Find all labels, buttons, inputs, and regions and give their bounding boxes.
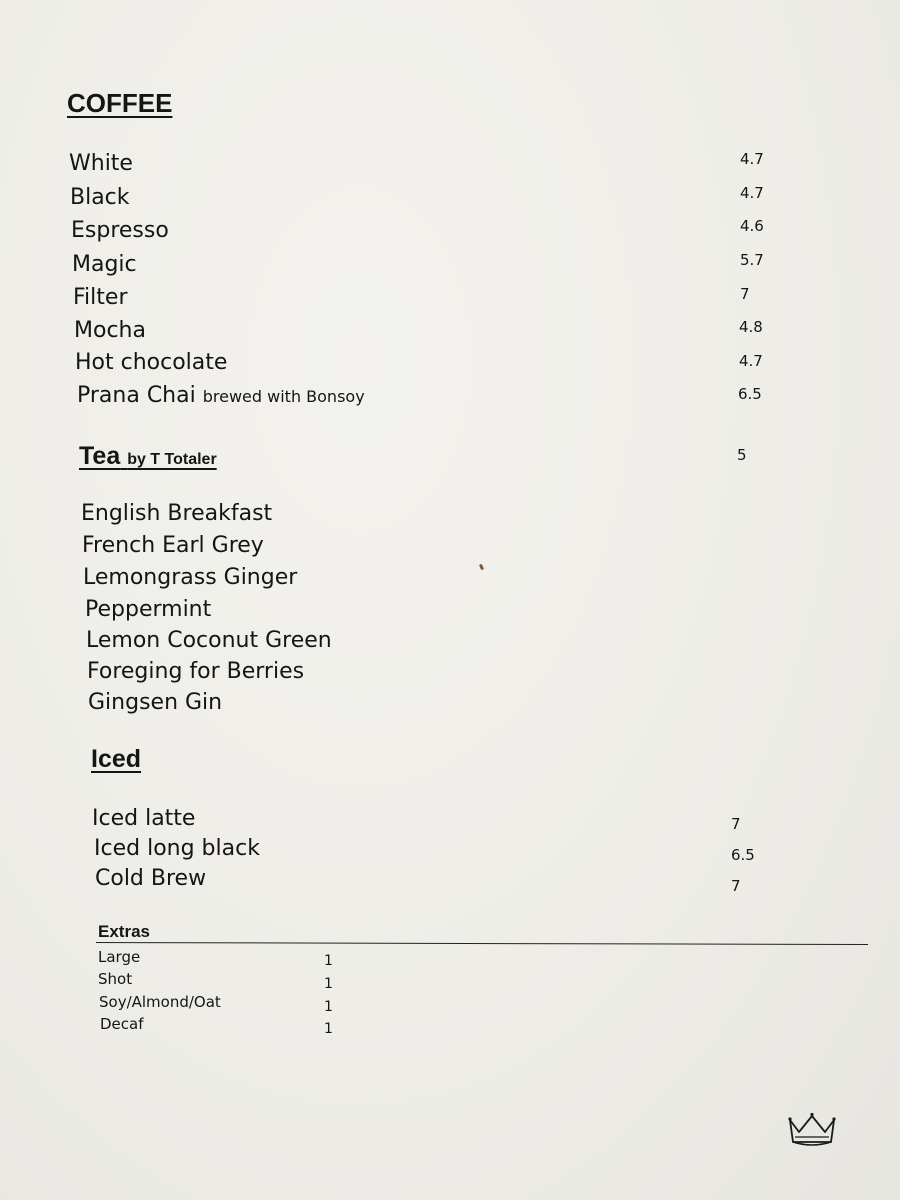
coffee-item-name: Filter bbox=[73, 285, 128, 310]
coffee-item-price: 4.6 bbox=[740, 217, 764, 235]
iced-item-price: 7 bbox=[731, 815, 741, 833]
coffee-item-name: Black bbox=[70, 185, 130, 210]
extra-item-price: 1 bbox=[324, 1021, 333, 1037]
coffee-item-name bbox=[77, 383, 365, 410]
tea-item: English Breakfast bbox=[81, 501, 273, 526]
coffee-item-name: Espresso bbox=[71, 218, 169, 243]
coffee-item-price: 6.5 bbox=[738, 385, 762, 403]
coffee-item-name: Magic bbox=[72, 252, 137, 277]
coffee-item-price: 4.7 bbox=[740, 150, 764, 168]
iced-item-price: 6.5 bbox=[731, 846, 755, 864]
extra-item-name: Decaf bbox=[100, 1015, 144, 1033]
extra-item-price: 1 bbox=[324, 953, 333, 969]
coffee-item-price: 5.7 bbox=[740, 251, 764, 269]
tea-price: 5 bbox=[737, 446, 747, 464]
iced-item-price: 7 bbox=[731, 877, 741, 895]
tea-item: Lemongrass Ginger bbox=[83, 565, 298, 590]
crown-icon bbox=[786, 1106, 838, 1150]
extra-item-name: Large bbox=[98, 948, 141, 966]
tea-item: Peppermint bbox=[85, 597, 212, 622]
coffee-item-price: 4.8 bbox=[739, 318, 763, 336]
iced-item-name: Iced latte bbox=[92, 806, 196, 831]
extras-divider bbox=[96, 942, 868, 945]
coffee-item-name: White bbox=[69, 151, 133, 176]
extra-item-name: Shot bbox=[98, 970, 133, 988]
iced-item-name: Iced long black bbox=[94, 836, 260, 861]
coffee-item-price: 7 bbox=[740, 285, 750, 303]
tea-heading bbox=[79, 442, 217, 471]
paper-speck bbox=[479, 564, 484, 571]
tea-item: French Earl Grey bbox=[82, 533, 264, 558]
coffee-item-title: Prana Chai bbox=[77, 383, 196, 408]
extra-item-name: Soy/Almond/Oat bbox=[99, 993, 221, 1011]
extra-item-price: 1 bbox=[324, 976, 333, 992]
coffee-item-price: 4.7 bbox=[739, 352, 763, 370]
tea-heading-title: Tea bbox=[79, 442, 121, 470]
iced-heading: Iced bbox=[91, 745, 142, 773]
iced-item-name: Cold Brew bbox=[95, 866, 207, 891]
coffee-item-name: Mocha bbox=[74, 318, 146, 343]
extras-heading: Extras bbox=[98, 922, 150, 941]
tea-brand: by T Totaler bbox=[127, 451, 217, 468]
tea-item: Gingsen Gin bbox=[88, 690, 223, 715]
tea-item: Lemon Coconut Green bbox=[86, 628, 332, 653]
coffee-heading: COFFEE bbox=[67, 88, 173, 118]
coffee-item-name: Hot chocolate bbox=[75, 350, 228, 375]
coffee-item-price: 4.7 bbox=[740, 184, 764, 202]
tea-item: Foreging for Berries bbox=[87, 659, 305, 684]
coffee-item-note: brewed with Bonsoy bbox=[202, 387, 365, 406]
extra-item-price: 1 bbox=[324, 999, 333, 1015]
